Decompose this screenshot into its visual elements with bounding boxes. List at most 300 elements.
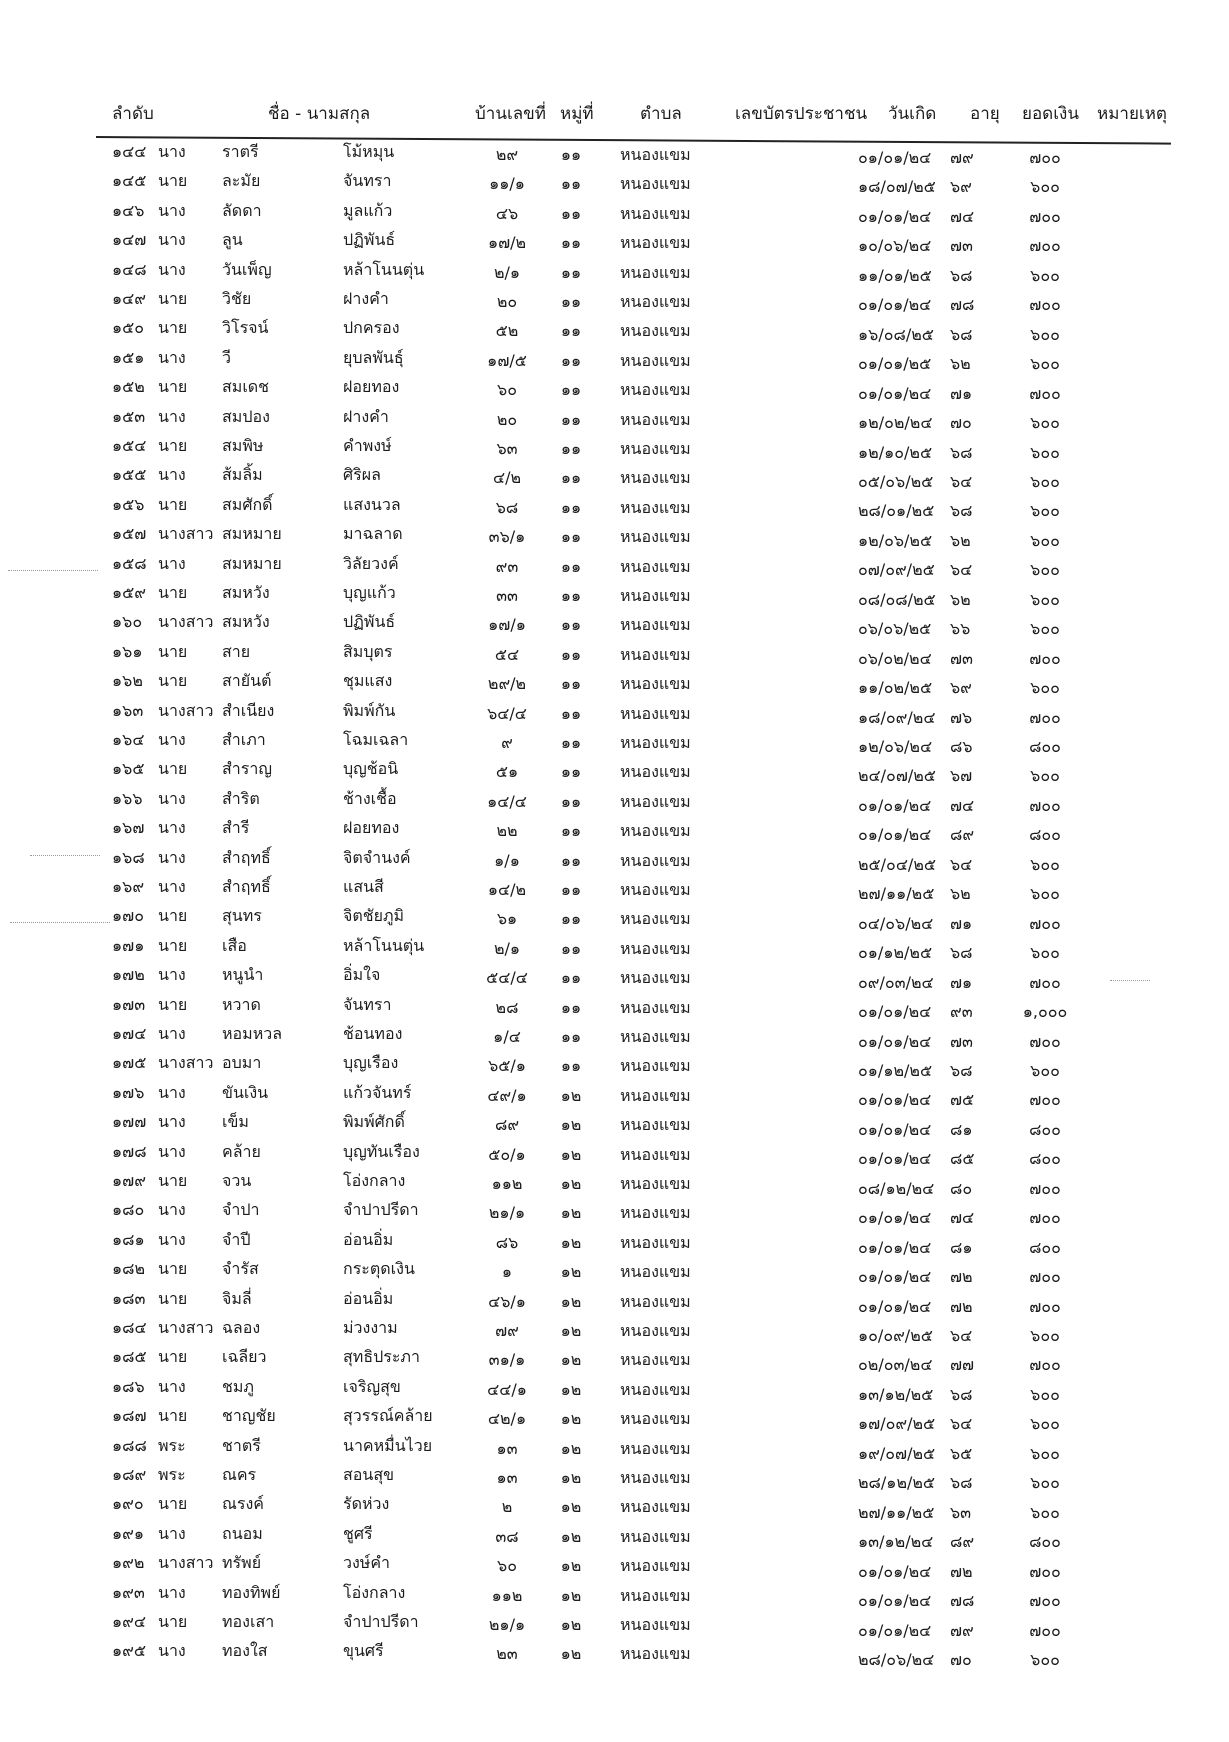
row-first-name: ชาญชัย [222,1406,276,1426]
row-house-no: ๖๐ [497,380,517,400]
row-subdistrict: หนองแขม [620,997,691,1017]
row-title: นาย [158,318,188,338]
row-age: ๖๖ [950,619,971,639]
row-subdistrict: หนองแขม [620,1350,691,1370]
row-amount: ๗๐๐ [1029,913,1061,933]
row-house-no: ๔๒/๑ [487,1409,527,1429]
row-last-name: สอนสุข [343,1465,395,1484]
row-title: นาง [158,1141,186,1161]
row-age: ๖๔ [950,854,973,874]
row-dob: ๐๑/๑๒/๒๕ [858,1060,933,1080]
row-house-no: ๔/๒ [492,468,522,488]
row-moo: ๑๒ [560,1615,582,1634]
row-amount: ๗๐๐ [1029,295,1061,315]
row-house-no: ๕๔/๔ [486,968,528,988]
row-first-name: สำริต [222,788,260,808]
row-age: ๖๔ [950,471,973,491]
row-subdistrict: หนองแขม [620,1115,691,1135]
row-house-no: ๖๘ [495,497,519,517]
row-amount: ๖๐๐ [1030,1414,1060,1434]
row-moo: ๑๑ [560,292,582,311]
row-number: ๑๗๒ [112,965,145,985]
row-age: ๖๘ [950,442,973,462]
row-amount: ๖๐๐ [1030,324,1060,344]
row-first-name: เฉลียว [222,1347,267,1367]
row-last-name: แสงนวล [343,494,401,514]
row-amount: ๗๐๐ [1029,972,1061,992]
row-subdistrict: หนองแขม [620,1556,691,1576]
table-row [0,1198,1229,1227]
row-house-no: ๓๓ [496,586,518,605]
row-last-name: หล้าโนนตุ่น [343,935,425,955]
row-subdistrict: หนองแขม [620,909,691,929]
row-dob: ๐๑/๐๑/๒๔ [858,1090,932,1110]
row-moo: ๑๑ [560,380,582,400]
row-last-name: จันทรา [343,171,392,191]
row-title: นาง [158,1582,186,1602]
row-subdistrict: หนองแขม [620,468,691,488]
row-amount: ๖๐๐ [1030,442,1060,462]
row-subdistrict: หนองแขม [620,1144,691,1164]
row-house-no: ๕๑ [495,762,519,782]
row-title: นาง [158,965,186,985]
row-subdistrict: หนองแขม [620,938,691,958]
table-row [0,963,1229,992]
row-number: ๑๙๒ [112,1553,145,1573]
row-first-name: ชาตรี [222,1435,261,1455]
row-number: ๑๗๔ [112,1024,147,1043]
row-title: นาง [158,347,186,367]
row-moo: ๑๒ [560,1497,582,1517]
row-subdistrict: หนองแขม [620,1615,691,1634]
row-title: พระ [158,1435,186,1455]
row-last-name: แก้วจันทร์ [343,1082,412,1102]
row-amount: ๖๐๐ [1030,354,1060,374]
row-last-name: คำพงษ์ [343,436,392,455]
row-age: ๗๙ [950,148,974,167]
row-house-no: ๘๙ [494,1115,520,1135]
row-age: ๖๗ [950,766,973,786]
row-title: นาง [158,788,186,808]
row-title: นาง [158,1229,186,1249]
table-row [0,1110,1229,1139]
row-amount: ๖๐๐ [1030,1326,1060,1345]
row-dob: ๐๑/๑๒/๒๕ [858,943,933,963]
row-last-name: ชุมแสง [343,671,393,691]
row-first-name: คล้าย [222,1141,261,1161]
row-number: ๑๗๗ [112,1112,147,1132]
row-first-name: หนูนำ [222,965,264,985]
row-number: ๑๖๒ [112,671,143,691]
row-subdistrict: หนองแขม [620,409,691,429]
row-last-name: หล้าโนนตุ่น [343,259,425,279]
row-age: ๘๖ [950,737,973,756]
row-subdistrict: หนองแขม [620,556,691,576]
table-row [0,1316,1229,1345]
row-first-name: จำปี [222,1229,251,1249]
row-first-name: สมหวัง [222,583,270,602]
row-amount: ๗๐๐ [1029,707,1061,727]
row-house-no: ๓๖/๑ [488,527,526,547]
row-age: ๖๓ [950,1502,972,1522]
row-title: นาย [158,994,188,1014]
row-title: นาย [158,171,188,191]
row-subdistrict: หนองแขม [620,1232,691,1252]
row-moo: ๑๑ [560,586,582,605]
row-moo: ๑๑ [560,968,582,988]
row-title: นาง [158,1641,186,1661]
row-moo: ๑๑ [560,1056,582,1076]
row-number: ๑๗๑ [112,935,145,955]
table-row [0,1581,1229,1610]
row-subdistrict: หนองแขม [620,1174,691,1193]
row-title: นางสาว [158,1553,214,1573]
row-first-name: ทองทิพย์ [222,1582,281,1602]
row-last-name: วงษ์คำ [343,1553,391,1573]
row-subdistrict: หนองแขม [620,968,691,988]
row-moo: ๑๑ [560,321,582,341]
table-row [0,728,1229,757]
row-moo: ๑๑ [560,615,582,635]
table-row [0,316,1229,345]
scan-noise [30,855,100,856]
row-first-name: สำราญ [222,759,272,779]
row-number: ๑๕๗ [112,524,147,544]
table-row [0,1081,1229,1110]
row-house-no: ๖๐ [497,1556,517,1576]
row-house-no: ๒๐ [496,409,518,429]
row-amount: ๗๐๐ [1029,383,1061,403]
row-dob: ๐๑/๐๑/๒๔ [858,206,932,226]
row-first-name: ฉลอง [222,1318,261,1337]
header-id-card: เลขบัตรประชาชน [735,104,868,124]
row-house-no: ๖๕/๑ [488,1056,526,1076]
row-amount: ๗๐๐ [1029,1267,1061,1287]
row-amount: ๖๐๐ [1030,471,1060,491]
row-number: ๑๕๑ [112,347,145,367]
row-moo: ๑๒ [560,1321,582,1340]
table-row [0,1639,1229,1668]
row-dob: ๑๐/๐๙/๒๕ [858,1326,933,1345]
row-first-name: สมเดช [222,377,270,397]
row-title: พระ [158,1465,186,1484]
row-first-name: วี [222,347,231,367]
row-moo: ๑๒ [560,1379,582,1399]
table-row [0,140,1229,169]
row-title: นาย [158,1347,188,1367]
row-house-no: ๒/๑ [493,262,521,282]
row-title: นาง [158,1523,186,1543]
row-moo: ๑๑ [560,233,582,253]
row-moo: ๑๒ [560,1232,582,1252]
row-subdistrict: หนองแขม [620,791,691,811]
row-subdistrict: หนองแขม [620,1085,691,1105]
row-dob: ๐๘/๑๒/๒๔ [858,1178,935,1198]
row-last-name: ฝางคำ [343,289,389,308]
row-number: ๑๘๐ [112,1200,145,1220]
row-amount: ๗๐๐ [1029,795,1061,815]
row-age: ๖๒ [950,530,971,550]
row-amount: ๘๐๐ [1029,1237,1061,1257]
row-amount: ๖๐๐ [1030,1473,1060,1493]
table-row [0,1022,1229,1051]
row-age: ๖๘ [950,265,973,285]
row-age: ๖๒ [950,589,971,609]
row-dob: ๐๖/๐๖/๒๕ [858,619,932,639]
row-number: ๑๘๗ [112,1406,147,1426]
row-age: ๗๙ [950,1620,974,1640]
row-last-name: บุญช้อนิ [343,759,399,779]
row-moo: ๑๑ [560,174,582,194]
row-number: ๑๖๗ [112,818,145,838]
table-row [0,228,1229,257]
row-age: ๖๘ [950,324,973,344]
row-subdistrict: หนองแขม [620,1056,691,1076]
row-last-name: ฝอยทอง [343,377,400,397]
row-first-name: สำเนียง [222,700,275,720]
row-age: ๖๙ [950,177,972,197]
row-number: ๑๗๖ [112,1082,145,1102]
row-amount: ๗๐๐ [1029,1561,1061,1581]
row-dob: ๑๘/๐๗/๒๕ [858,177,936,197]
row-house-no: ๑/๑ [494,850,520,870]
row-subdistrict: หนองแขม [620,1291,691,1311]
row-number: ๑๔๙ [112,289,146,308]
row-dob: ๒๘/๐๑/๒๕ [858,501,935,521]
row-moo: ๑๒ [560,1291,582,1311]
table-row [0,640,1229,669]
row-dob: ๒๘/๑๒/๒๕ [858,1473,936,1493]
row-subdistrict: หนองแขม [620,262,691,282]
row-age: ๙๓ [950,1002,973,1022]
row-moo: ๑๒ [560,1644,582,1664]
row-amount: ๖๐๐ [1030,1443,1060,1463]
table-row [0,581,1229,610]
row-moo: ๑๑ [560,733,582,752]
row-subdistrict: หนองแขม [620,615,691,635]
row-dob: ๑๒/๑๐/๒๕ [858,442,933,462]
row-dob: ๑๑/๐๒/๒๕ [858,678,933,698]
row-last-name: รัดห่วง [343,1494,390,1514]
row-age: ๖๕ [950,1443,973,1463]
row-last-name: กระตุดเงิน [343,1259,415,1279]
row-number: ๑๘๖ [112,1376,145,1396]
row-house-no: ๔๖/๑ [488,1291,526,1311]
row-title: นาย [158,759,188,779]
row-age: ๗๕ [950,1090,975,1110]
row-first-name: อบมา [222,1053,262,1073]
row-moo: ๑๑ [560,791,582,811]
table-row [0,522,1229,551]
row-age: ๘๐ [950,1178,973,1198]
row-subdistrict: หนองแขม [620,644,691,664]
row-last-name: ช้อนทอง [343,1024,403,1043]
row-number: ๑๖๑ [112,641,143,661]
row-amount: ๗๐๐ [1029,148,1061,167]
row-number: ๑๔๖ [112,200,145,220]
table-row [0,993,1229,1022]
row-dob: ๑๓/๑๒/๒๕ [858,1384,934,1404]
row-title: นาย [158,436,188,455]
row-moo: ๑๑ [560,350,582,370]
row-house-no: ๒๐ [496,292,518,311]
row-subdistrict: หนองแขม [620,1644,691,1664]
row-dob: ๐๑/๐๑/๒๔ [858,1119,932,1139]
row-number: ๑๖๕ [112,759,145,779]
row-moo: ๑๒ [560,1409,582,1429]
row-number: ๑๕๒ [112,377,145,397]
row-dob: ๑๒/๐๖/๒๕ [858,530,933,550]
row-number: ๑๕๕ [112,465,147,485]
row-dob: ๒๗/๑๑/๒๕ [858,1502,935,1522]
row-subdistrict: หนองแขม [620,1585,691,1605]
row-first-name: สมศักดิ์ [222,494,273,514]
row-title: นาง [158,1082,186,1102]
row-first-name: วันเพ็ญ [222,259,272,279]
row-amount: ๖๐๐ [1030,1649,1060,1669]
row-number: ๑๖๙ [112,877,145,896]
row-last-name: ม่วงงาม [343,1318,398,1337]
row-title: นาย [158,289,188,308]
row-subdistrict: หนองแขม [620,1027,691,1046]
row-subdistrict: หนองแขม [620,674,691,694]
row-subdistrict: หนองแขม [620,1526,691,1546]
table-row [0,1434,1229,1463]
row-subdistrict: หนองแขม [620,733,691,752]
row-last-name: ยุบลพันธุ์ [343,347,404,367]
row-dob: ๐๑/๐๑/๒๔ [858,795,932,815]
row-dob: ๐๑/๐๑/๒๔ [858,1208,932,1228]
row-dob: ๒๔/๐๗/๒๕ [858,766,936,786]
row-house-no: ๒๓ [496,1644,518,1664]
row-last-name: เจริญสุข [343,1376,401,1396]
row-house-no: ๑/๔ [493,1027,521,1046]
row-house-no: ๒๑/๑ [488,1203,526,1223]
row-amount: ๘๐๐ [1029,737,1061,756]
row-moo: ๑๑ [560,1027,582,1046]
table-row [0,375,1229,404]
row-age: ๗๒ [950,1267,973,1287]
row-moo: ๑๑ [560,909,582,929]
row-moo: ๑๒ [560,1174,582,1193]
row-number: ๑๖๓ [112,700,144,720]
row-age: ๗๒ [950,1561,973,1581]
table-row [0,1492,1229,1521]
row-subdistrict: หนองแขม [620,203,691,223]
row-first-name: ทองเสา [222,1612,275,1631]
row-moo: ๑๒ [560,1468,582,1487]
row-amount: ๖๐๐ [1030,501,1060,521]
header-amount: ยอดเงิน [1022,104,1079,124]
row-age: ๗๗ [950,1355,975,1375]
row-number: ๑๗๙ [112,1171,146,1190]
row-house-no: ๙๓ [495,556,519,576]
row-age: ๗๓ [950,236,973,256]
row-moo: ๑๑ [560,203,582,223]
table-row [0,1257,1229,1286]
row-title: นาง [158,465,186,485]
row-age: ๗๔ [950,206,975,226]
row-subdistrict: หนองแขม [620,850,691,870]
table-row [0,1404,1229,1433]
table-row [0,463,1229,492]
row-title: นาง [158,818,186,838]
row-amount: ๑,๐๐๐ [1022,1002,1068,1022]
row-title: นางสาว [158,1318,214,1337]
row-first-name: ณคร [222,1465,257,1484]
row-subdistrict: หนองแขม [620,1468,691,1487]
row-moo: ๑๒ [560,1585,582,1605]
table-row [0,610,1229,639]
row-moo: ๑๑ [560,439,582,458]
row-subdistrict: หนองแขม [620,1262,691,1282]
row-age: ๘๙ [950,825,975,845]
row-house-no: ๖๔/๔ [487,703,527,723]
row-title: นางสาว [158,1053,214,1073]
row-house-no: ๑๓ [496,1438,518,1458]
row-dob: ๐๑/๐๑/๒๔ [858,148,932,167]
table-row [0,552,1229,581]
row-first-name: จิมลี่ [222,1288,252,1308]
row-moo: ๑๒ [560,1144,582,1164]
row-first-name: สำฤทธิ์ [222,877,271,896]
row-first-name: ลัดดา [222,200,262,220]
table-header [0,100,1229,136]
row-dob: ๐๑/๐๑/๒๔ [858,1149,932,1169]
row-last-name: อ่อนอิ่ม [343,1229,394,1249]
table-row [0,816,1229,845]
row-house-no: ๑๗/๕ [487,350,527,370]
table-row [0,757,1229,786]
row-subdistrict: หนองแขม [620,292,691,311]
row-age: ๗๔ [950,795,975,815]
row-number: ๑๗๕ [112,1053,147,1073]
row-first-name: สายันต์ [222,671,272,691]
row-first-name: สาย [222,641,251,661]
row-last-name: สุวรรณ์คล้าย [343,1406,433,1426]
row-first-name: ทองใส [222,1641,268,1661]
row-house-no: ๒๒ [496,821,518,841]
row-amount: ๖๐๐ [1030,413,1060,433]
row-first-name: ชมภู [222,1376,254,1396]
row-last-name: จิตชัยภูมิ [343,906,405,926]
row-moo: ๑๑ [560,850,582,870]
scan-noise [1110,980,1150,981]
table-row [0,258,1229,287]
row-number: ๑๙๐ [112,1494,144,1514]
row-moo: ๑๒ [560,1203,582,1223]
row-age: ๗๔ [950,1208,975,1228]
row-moo: ๑๑ [560,938,582,958]
row-number: ๑๘๑ [112,1229,145,1249]
row-first-name: เข็ม [222,1112,249,1132]
table-row [0,699,1229,728]
row-last-name: แสนสี [343,877,384,896]
row-number: ๑๗๐ [112,906,144,926]
row-amount: ๖๐๐ [1030,619,1060,639]
header-note: หมายเหตุ [1097,104,1167,124]
row-first-name: จำรัส [222,1259,259,1279]
row-number: ๑๘๕ [112,1347,147,1367]
row-dob: ๒๘/๐๖/๒๔ [858,1649,935,1669]
row-title: นาง [158,877,186,896]
row-number: ๑๗๓ [112,994,146,1014]
row-amount: ๖๐๐ [1030,589,1060,609]
row-number: ๑๙๕ [112,1641,146,1661]
table-row [0,287,1229,316]
table-row [0,1375,1229,1404]
table-row [0,1345,1229,1374]
